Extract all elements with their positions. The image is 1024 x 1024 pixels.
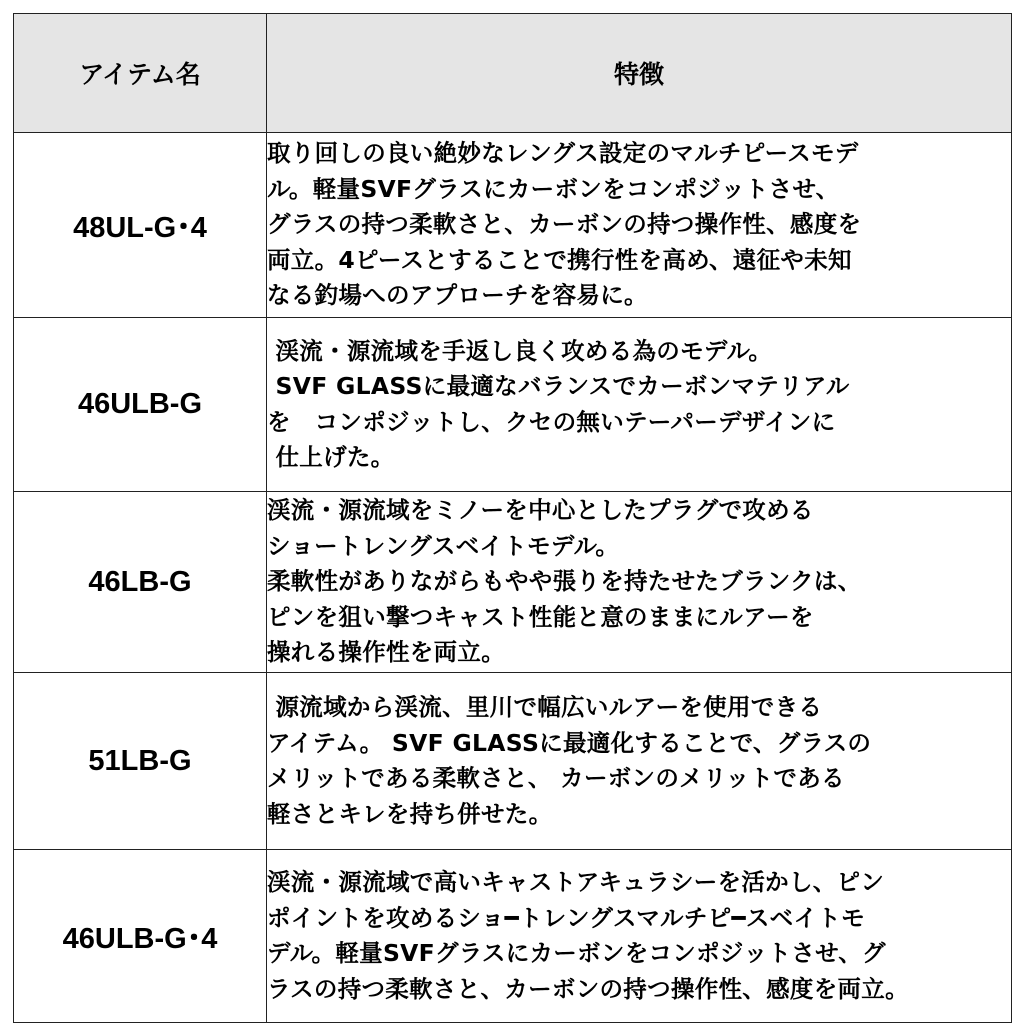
header-row xyxy=(14,14,1012,133)
item-feature-text: 渓流・源流域を手返し良く攻める為のモデル。 SVF GLASSに最適なバランスでカーボンマテリアル を コンポジットし、クセの無いテーパーデザインに 仕上げた。 xyxy=(267,336,850,471)
table-row xyxy=(14,850,1012,1023)
item-feature-cell xyxy=(267,850,1012,1023)
item-name-cell: 48UL-G･4 xyxy=(14,133,267,318)
item-feature-text: 渓流・源流域で高いキャストアキュラシーを活かし、ピン ポイントを攻めるショ━トレングスマルチピ━スベイトモ デル。軽量SVFグラスにカーボンをコンポジットさせ、グ ラスの持つ柔軟さと、カーボンの持つ操作性、感度を両立。 xyxy=(267,868,909,1003)
spec-table xyxy=(13,13,1012,1023)
header-feature: 特徴 xyxy=(267,14,1012,133)
table-header xyxy=(14,14,1012,133)
item-feature-cell xyxy=(267,492,1012,673)
table-row xyxy=(14,133,1012,318)
table-row xyxy=(14,492,1012,673)
table-body xyxy=(14,133,1012,1023)
item-name-cell: 51LB-G xyxy=(14,673,267,850)
item-feature-cell xyxy=(267,133,1012,318)
item-name-cell: 46LB-G xyxy=(14,492,267,673)
item-feature-text: 渓流・源流域をミノーを中心としたプラグで攻める ショートレングスベイトモデル。 柔軟性がありながらもやや張りを持たせたブランクは、 ピンを狙い撃つキャスト性能と意のままにルアーを 操れる操作性を両立。 xyxy=(267,496,862,667)
item-name-cell: 46ULB-G･4 xyxy=(14,850,267,1023)
item-feature-cell xyxy=(267,318,1012,492)
item-name-cell: 46ULB-G xyxy=(14,318,267,492)
table-row xyxy=(14,673,1012,850)
item-feature-cell xyxy=(267,673,1012,850)
table-row xyxy=(14,318,1012,492)
item-feature-text: 源流域から渓流、里川で幅広いルアーを使用できる アイテム。 SVF GLASSに最適化することで、グラスの メリットである柔軟さと、 カーボンのメリットである 軽さとキレを持ち併せた。 xyxy=(267,693,872,828)
header-item-name: アイテム名 xyxy=(14,14,267,133)
item-feature-text: 取り回しの良い絶妙なレングス設定のマルチピースモデ ル。軽量SVFグラスにカーボンをコンポジットさせ、 グラスの持つ柔軟さと、カーボンの持つ操作性、感度を 両立。4ピースとすることで携行性を高め、遠征や未知 なる釣場へのアプローチを容易に。 xyxy=(267,139,862,310)
